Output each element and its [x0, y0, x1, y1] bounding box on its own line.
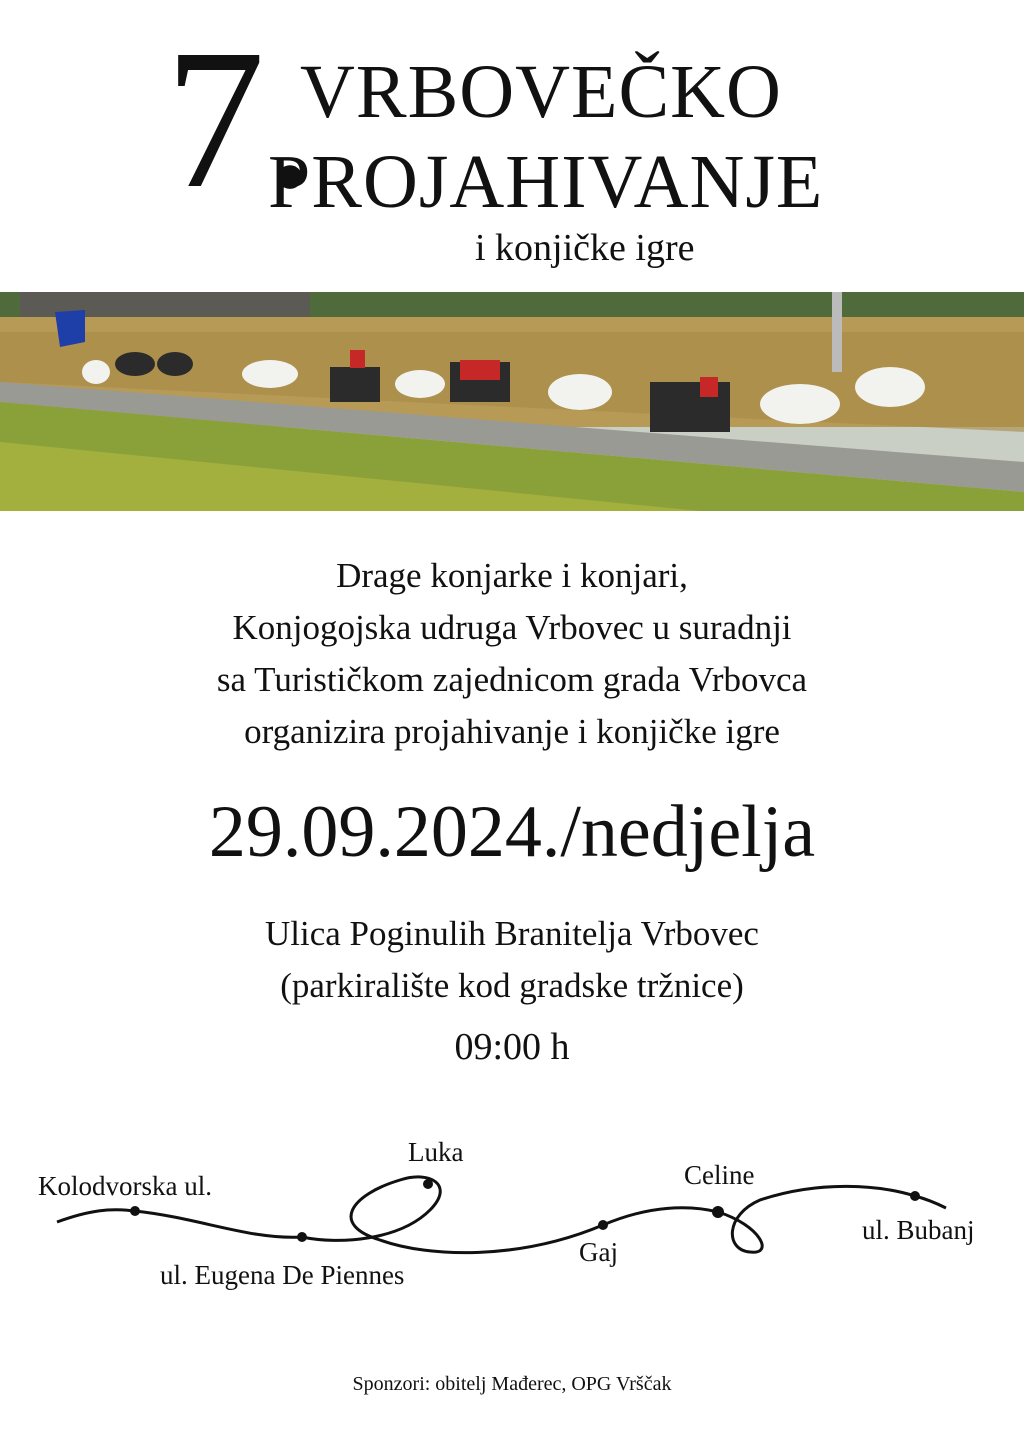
- route-stop-label: ul. Bubanj: [862, 1215, 975, 1245]
- intro-line: sa Turističkom zajednicom grada Vrbovca: [216, 660, 808, 699]
- route-stop-label: Celine: [684, 1160, 755, 1190]
- route-stop-dot: [423, 1179, 433, 1189]
- route-stop-label: Luka: [408, 1137, 464, 1167]
- title-line-1: VRBOVEČKO: [300, 50, 782, 134]
- horse-carriage-photo: [0, 292, 1024, 511]
- route-stop-dot: [598, 1220, 608, 1230]
- intro-line: organizira projahivanje i konjičke igre: [244, 712, 780, 751]
- intro-line: Drage konjarke i konjari,: [336, 556, 688, 595]
- route-stop-label: ul. Eugena De Piennes: [160, 1260, 405, 1290]
- location-line-1: Ulica Poginulih Branitelja Vrbovec: [265, 914, 759, 953]
- route-stop-dot: [130, 1206, 140, 1216]
- sponsors: Sponzori: obitelj Mađerec, OPG Vrščak: [352, 1373, 672, 1395]
- event-date: 29.09.2024./nedjelja: [208, 791, 816, 873]
- route-stop-dot: [910, 1191, 920, 1201]
- route-stop-dot: [712, 1206, 724, 1218]
- flag-icon: [55, 310, 85, 347]
- title-line-2: PROJAHIVANJE: [268, 140, 824, 224]
- location-line-2: (parkiralište kod gradske tržnice): [280, 966, 744, 1005]
- intro-text: [0, 550, 1024, 758]
- route-stop-label: Gaj: [579, 1237, 618, 1267]
- route-stop-label: Kolodvorska ul.: [38, 1171, 212, 1201]
- subtitle: i konjičke igre: [475, 227, 695, 269]
- event-location: [0, 908, 1024, 1012]
- edition-number: 7.: [165, 9, 315, 230]
- route-stop-dot: [297, 1232, 307, 1242]
- intro-line: Konjogojska udruga Vrbovec u suradnji: [232, 608, 792, 647]
- event-time: 09:00 h: [454, 1026, 570, 1068]
